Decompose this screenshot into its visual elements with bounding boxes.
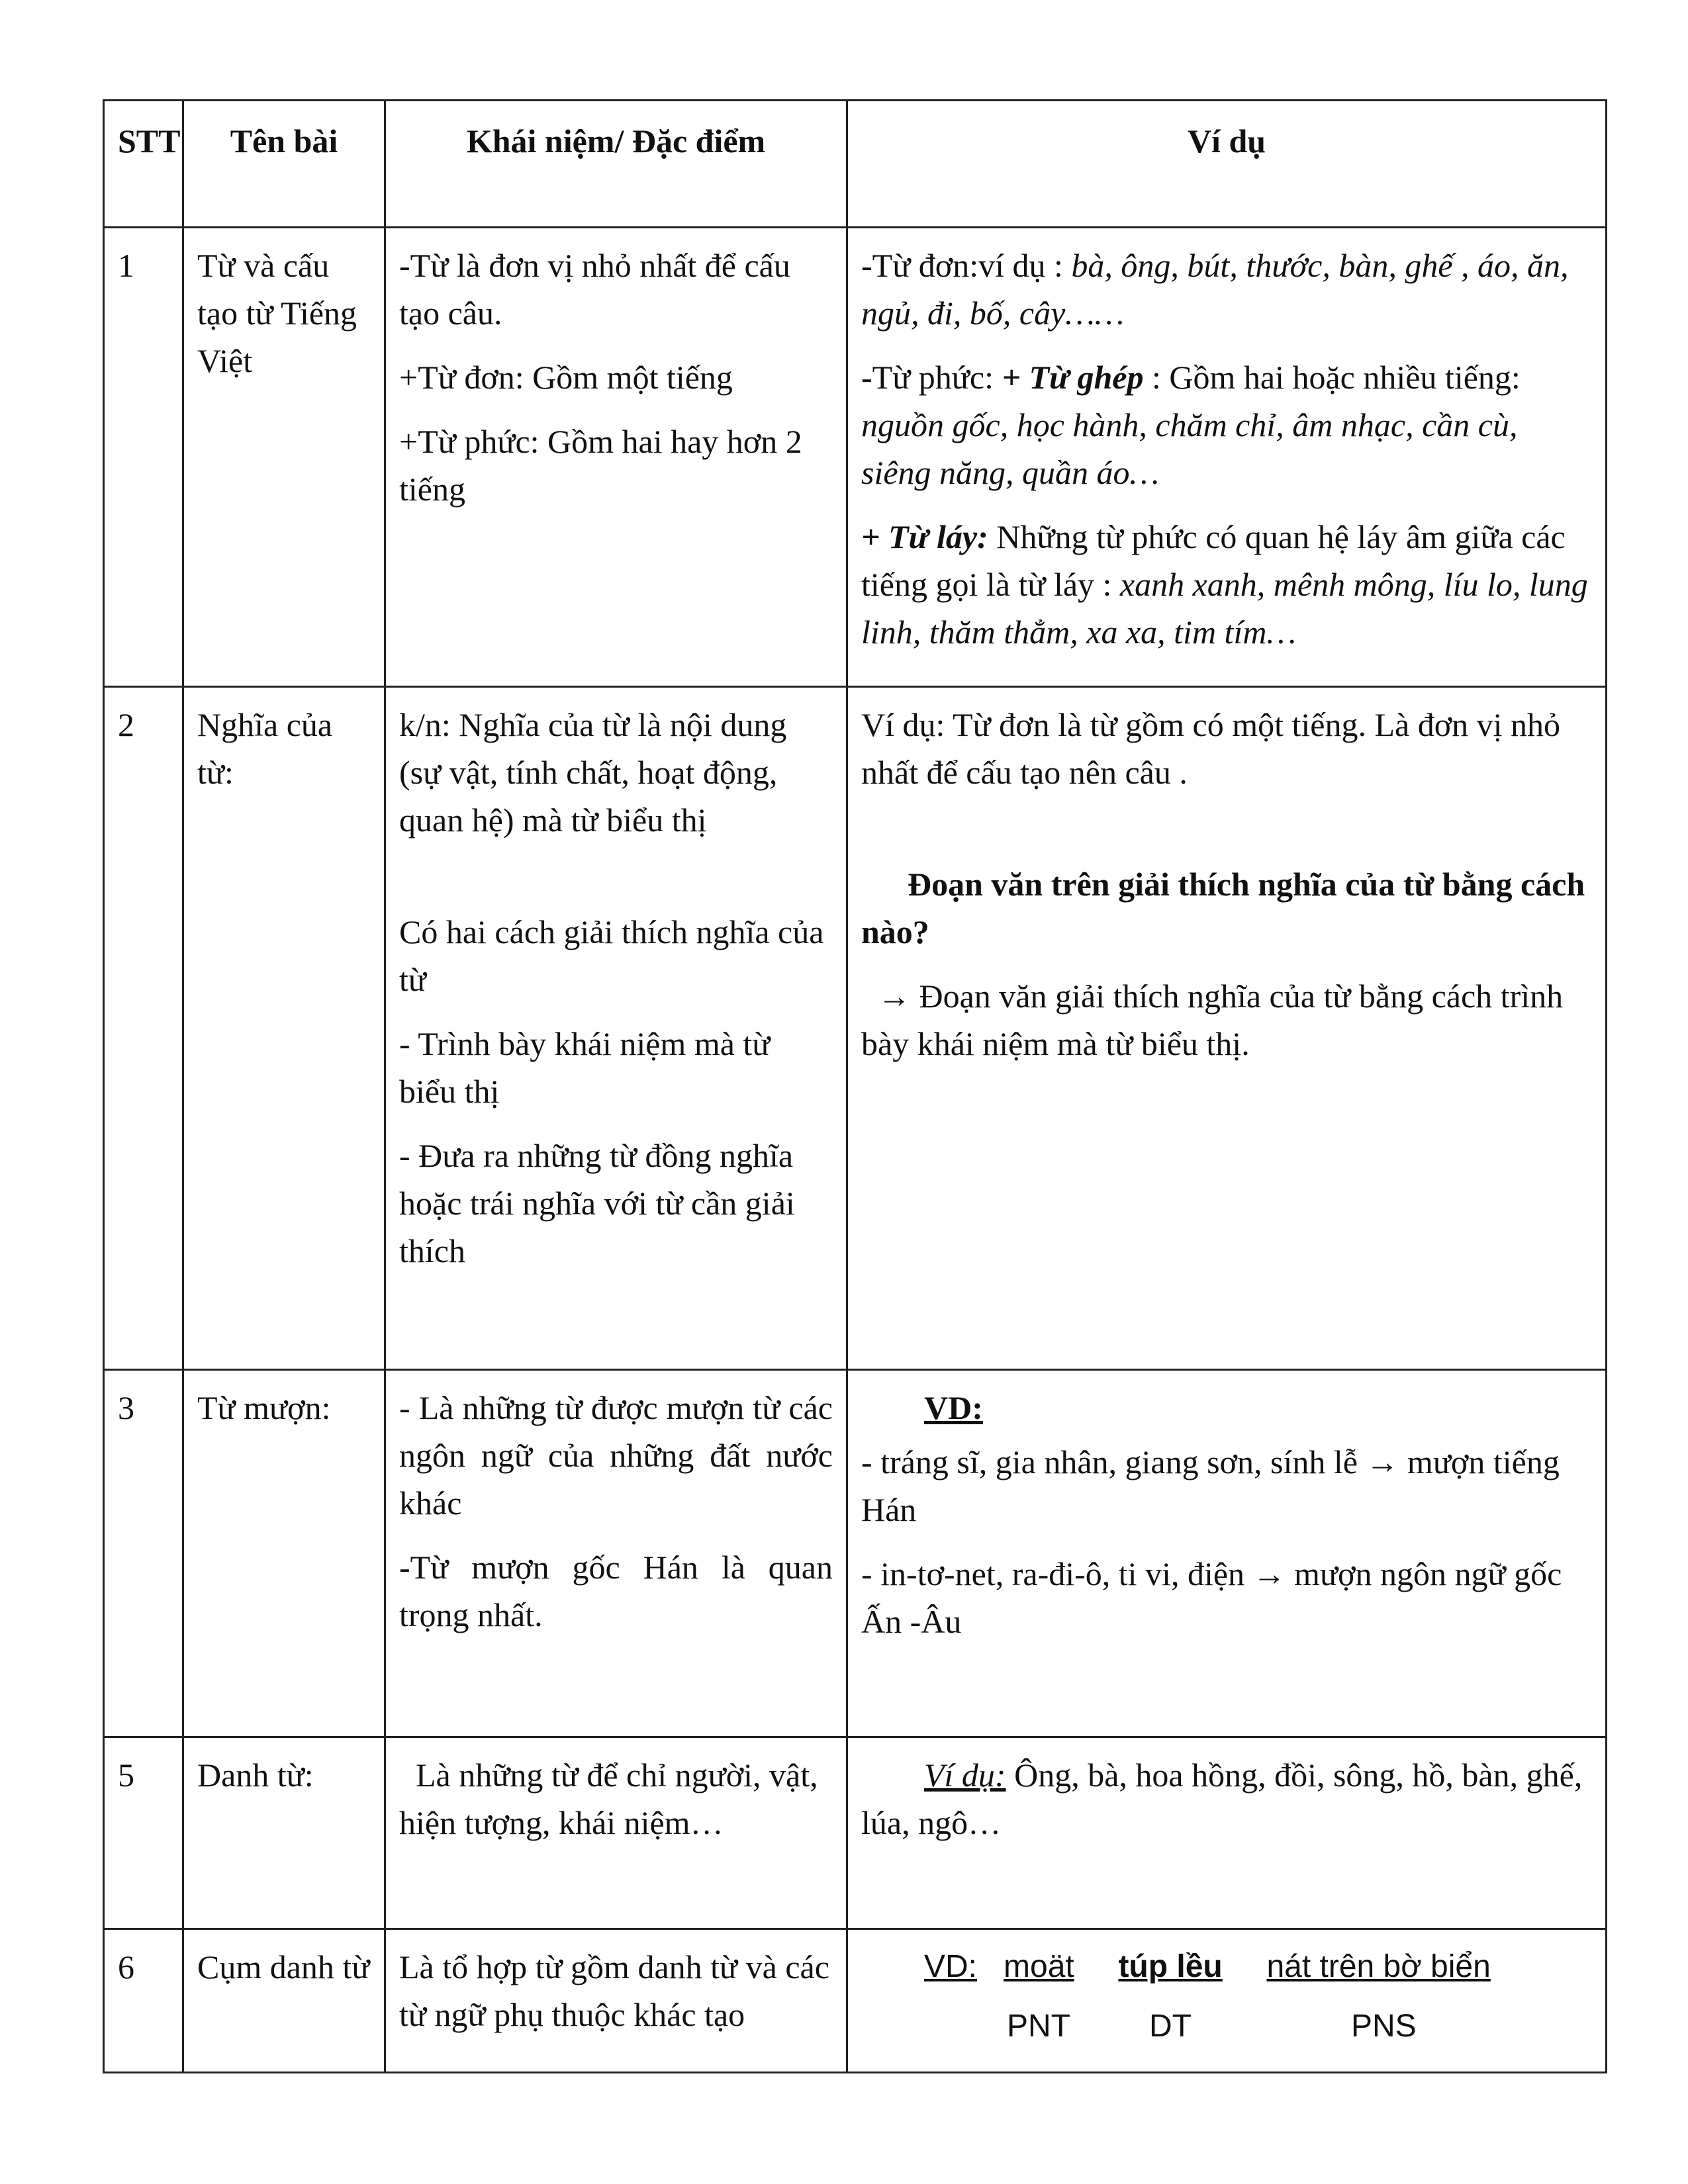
row-number: 2 [104,687,183,1370]
example-cell [847,687,1607,1370]
header-ten-bai: Tên bài [183,101,385,228]
example-answer: → Đoạn văn giải thích nghĩa của từ bằng cách trình bày khái niệm mà từ biểu thị. [861,978,1564,1062]
header-stt: STT [104,101,183,228]
example-text: Ví dụ: Từ đơn là từ gồm có một tiếng. Là đơn vị nhỏ nhất để cấu tạo nên câu . [861,706,1561,791]
lesson-table [103,99,1607,2073]
example-single-word: -Từ đơn:ví dụ : bà, ông, bút, thước, bàn, ghế , áo, ăn, ngủ, đi, bố, cây…… [861,247,1569,332]
phrase-labels [861,2003,1592,2050]
lesson-title: Từ và cấu tạo từ Tiếng Việt [183,228,385,687]
example-compound-word: -Từ phức: + Từ ghép : Gồm hai hoặc nhiều tiếng: nguồn gốc, học hành, chăm chỉ, âm nhạc, cần cù, siêng năng, quần áo… [861,359,1521,491]
example-reduplicative-word: + Từ láy: Những từ phức có quan hệ láy âm giữa các tiếng gọi là từ láy : xanh xanh, mênh mông, líu lo, lung linh, thăm thẳm, xa xa, tim tím… [861,518,1588,651]
table-row [104,1370,1607,1737]
label-dt: DT [1149,2009,1192,2044]
table-row [104,1929,1607,2073]
table-row [104,687,1607,1370]
concept-line: - Trình bày khái niệm mà từ biểu thị [399,1025,771,1110]
example-line: Ví dụ: Ông, bà, hoa hồng, đồi, sông, hồ, bàn, ghế, lúa, ngô… [861,1756,1583,1841]
row-number: 5 [104,1737,183,1929]
concept-line: Là tổ hợp từ gồm danh từ và các từ ngữ phụ thuộc khác tạo [399,1948,829,2033]
concept-line: +Từ phức: Gồm hai hay hơn 2 tiếng [399,423,802,508]
example-line: - tráng sĩ, gia nhân, giang sơn, sính lễ → mượn tiếng Hán [861,1443,1560,1528]
table-row [104,1737,1607,1929]
label-pns: PNS [1351,2009,1417,2044]
table-row [104,228,1607,687]
phrase-line [861,1943,1592,1991]
header-vi-du: Ví dụ [847,101,1607,228]
concept-line: +Từ đơn: Gồm một tiếng [399,359,733,396]
lesson-title: Danh từ: [183,1737,385,1929]
example-question: Đoạn văn trên giải thích nghĩa của từ bằng cách nào? [861,866,1585,950]
example-cell [847,1929,1607,2073]
concept-cell [385,687,847,1370]
example-cell [847,1370,1607,1737]
phrase-head-noun: túp lều [1118,1949,1223,1984]
example-line: - in-tơ-net, ra-đi-ô, ti vi, điện → mượn ngôn ngữ gốc Ấn -Âu [861,1555,1562,1640]
row-number: 6 [104,1929,183,2073]
concept-cell [385,1929,847,2073]
concept-line: -Từ là đơn vị nhỏ nhất để cấu tạo câu. [399,247,790,332]
lesson-title: Từ mượn: [183,1370,385,1737]
row-number: 3 [104,1370,183,1737]
phrase-post-modifier: nát trên bờ biển [1266,1949,1491,1984]
concept-line: - Là những từ được mượn từ các ngôn ngữ của những đất nước khác [399,1389,833,1522]
header-row [104,101,1607,228]
concept-cell [385,228,847,687]
row-number: 1 [104,228,183,687]
concept-line: -Từ mượn gốc Hán là quan trọng nhất. [399,1549,833,1633]
concept-cell [385,1370,847,1737]
lesson-title: Cụm danh từ [183,1929,385,2073]
example-label: VD: [924,1389,983,1426]
header-khai-niem: Khái niệm/ Đặc điểm [385,101,847,228]
example-label: VD: [924,1949,978,1984]
concept-line: Là những từ để chỉ người, vật, hiện tượng, khái niệm… [399,1756,818,1841]
concept-line: - Đưa ra những từ đồng nghĩa hoặc trái nghĩa với từ cần giải thích [399,1137,795,1269]
concept-definition: k/n: Nghĩa của từ là nội dung (sự vật, tính chất, hoạt động, quan hệ) mà từ biểu thị [399,706,787,839]
label-pnt: PNT [1007,2009,1070,2044]
example-cell [847,228,1607,687]
concept-cell [385,1737,847,1929]
example-cell [847,1737,1607,1929]
phrase-pre-modifier: moät [1004,1949,1074,1984]
lesson-title: Nghĩa của từ: [183,687,385,1370]
concept-line: Có hai cách giải thích nghĩa của từ [399,913,824,998]
